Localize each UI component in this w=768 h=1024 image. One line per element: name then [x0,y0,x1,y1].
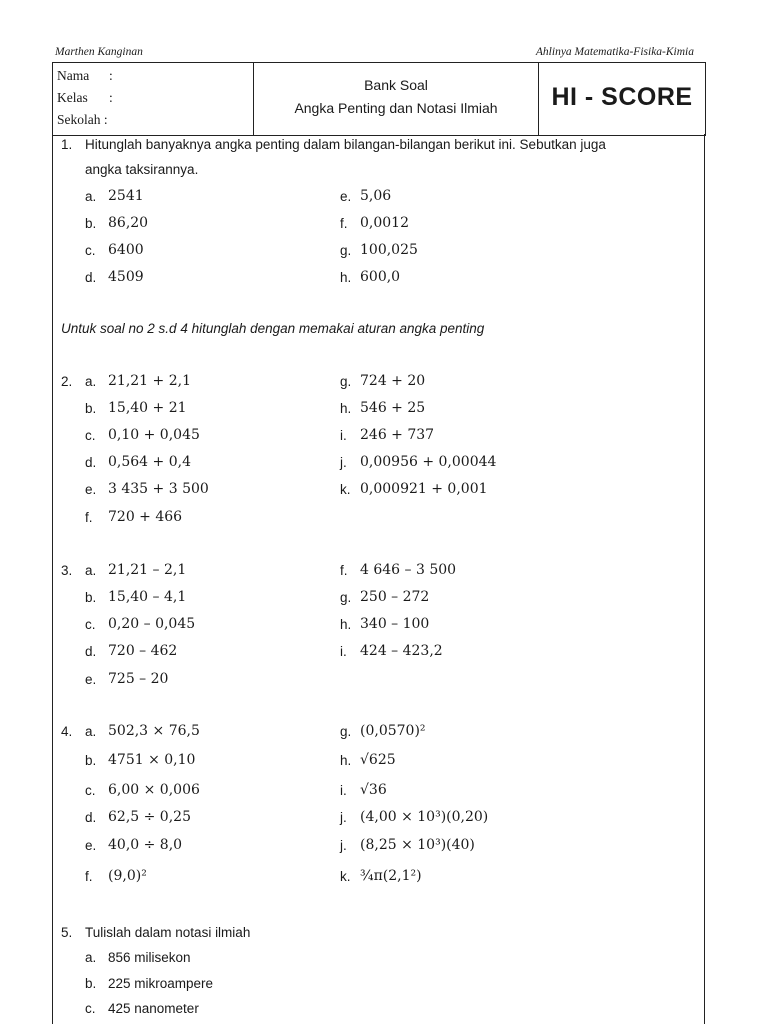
q1-line-1: Hitunglah banyaknya angka penting dalam bilangan-bilangan berikut ini. Sebutkan juga [85,137,606,152]
q4-c-label: c. [85,783,96,798]
q4-b-value: 4751 × 0,10 [108,752,196,768]
q1-g-label: g. [340,243,352,258]
q2-number: 2. [61,374,73,389]
q4-a-value: 502,3 × 76,5 [108,723,200,739]
title-cell [254,63,539,135]
q2-a-value: 21,21 + 2,1 [108,373,191,389]
q3-i-label: i. [340,644,347,659]
brand-logo: HI - SCORE [551,83,693,111]
q4-number: 4. [61,724,73,739]
q3-e-label: e. [85,672,97,687]
q4-h-label: h. [340,753,352,768]
q2-h-label: h. [340,401,352,416]
q4-j2-label: j. [340,838,347,853]
q4-g-value: (0,0570)² [360,723,426,739]
q4-e-value: 40,0 ÷ 8,0 [108,837,183,853]
q3-h-label: h. [340,617,352,632]
q2-c-label: c. [85,428,96,443]
left-border [52,134,53,1024]
q4-k-value: ¾π(2,1²) [360,868,422,884]
q4-a-label: a. [85,724,97,739]
q1-number: 1. [61,137,73,152]
q4-j-label: j. [340,810,347,825]
q3-d-label: d. [85,644,97,659]
q3-g-label: g. [340,590,352,605]
q1-g-value: 100,025 [360,242,418,258]
q2-a-label: a. [85,374,97,389]
q3-e-value: 725 – 20 [108,671,169,687]
q3-c-value: 0,20 – 0,045 [108,616,196,632]
q4-d-value: 62,5 ÷ 0,25 [108,809,191,825]
q3-i-value: 424 – 423,2 [360,643,443,659]
student-id-cell [53,63,254,135]
q3-h-value: 340 – 100 [360,616,430,632]
title-line-1: Bank Soal [364,77,428,93]
q1-b-value: 86,20 [108,215,149,231]
header-box [52,62,706,136]
brand-cell [539,63,705,135]
q4-k-label: k. [340,869,351,884]
nama-field [57,68,113,84]
q3-number: 3. [61,563,73,578]
q4-h-value: √625 [360,752,396,768]
nama-colon: : [109,68,113,83]
q5-a-label: a. [85,950,97,965]
q5-a-value: 856 milisekon [108,950,191,965]
q4-i-label: i. [340,783,347,798]
q1-e-label: e. [340,189,352,204]
q5-number: 5. [61,925,73,940]
nama-label: Nama [57,68,90,83]
q1-c-label: c. [85,243,96,258]
q4-i-value: √36 [360,782,387,798]
q5-b-value: 225 mikroampere [108,976,214,991]
right-border [704,134,705,1024]
q4-d-label: d. [85,810,97,825]
kelas-label: Kelas [57,90,88,105]
sekolah-label: Sekolah : [57,112,108,127]
q1-line-2: angka taksirannya. [85,162,199,177]
q3-f-label: f. [340,563,348,578]
q1-h-label: h. [340,270,352,285]
q1-f-value: 0,0012 [360,215,409,231]
instruction-text: Untuk soal no 2 s.d 4 hitunglah dengan memakai aturan angka penting [61,321,485,336]
author-name: Marthen Kanginan [55,46,143,58]
q4-j-value: (4,00 × 10³)(0,20) [360,809,489,825]
q1-b-label: b. [85,216,97,231]
q5-b-label: b. [85,976,97,991]
q2-k-label: k. [340,482,351,497]
q2-b-value: 15,40 + 21 [108,400,187,416]
kelas-field [57,90,113,106]
q1-e-value: 5,06 [360,188,392,204]
q5-c-label: c. [85,1001,96,1016]
q4-b-label: b. [85,753,97,768]
q1-h-value: 600,0 [360,269,401,285]
kelas-colon: : [109,90,113,105]
sekolah-field [57,112,108,128]
q4-j2-value: (8,25 × 10³)(40) [360,837,475,853]
q3-f-value: 4 646 – 3 500 [360,562,457,578]
q4-c-value: 6,00 × 0,006 [108,782,200,798]
q1-d-label: d. [85,270,97,285]
q3-c-label: c. [85,617,96,632]
q3-a-label: a. [85,563,97,578]
q2-f-label: f. [85,510,93,525]
q2-k-value: 0,000921 + 0,001 [360,481,488,497]
q3-d-value: 720 – 462 [108,643,178,659]
q2-d-label: d. [85,455,97,470]
q1-d-value: 4509 [108,269,144,285]
q2-j-value: 0,00956 + 0,00044 [360,454,497,470]
title-line-2: Angka Penting dan Notasi Ilmiah [294,100,498,116]
q2-g-value: 724 + 20 [360,373,426,389]
q2-i-value: 246 + 737 [360,427,435,443]
q3-b-value: 15,40 – 4,1 [108,589,187,605]
q4-f-label: f. [85,869,93,884]
q5-prompt: Tulislah dalam notasi ilmiah [85,925,251,940]
q2-i-label: i. [340,428,347,443]
q1-f-label: f. [340,216,348,231]
header-tagline: Ahlinya Matematika-Fisika-Kimia [535,46,694,58]
q2-e-value: 3 435 + 3 500 [108,481,209,497]
q3-b-label: b. [85,590,97,605]
q5-c-value: 425 nanometer [108,1001,199,1016]
q4-g-label: g. [340,724,352,739]
q4-e-label: e. [85,838,97,853]
q2-e-label: e. [85,482,97,497]
q2-c-value: 0,10 + 0,045 [108,427,200,443]
q2-f-value: 720 + 466 [108,509,183,525]
q2-b-label: b. [85,401,97,416]
q1-a-value: 2541 [108,188,144,204]
q2-g-label: g. [340,374,352,389]
q4-f-value: (9,0)² [108,868,147,884]
q2-j-label: j. [340,455,347,470]
q1-a-label: a. [85,189,97,204]
q3-a-value: 21,21 – 2,1 [108,562,187,578]
q2-d-value: 0,564 + 0,4 [108,454,191,470]
q1-c-value: 6400 [108,242,144,258]
q2-h-value: 546 + 25 [360,400,426,416]
q3-g-value: 250 – 272 [360,589,430,605]
